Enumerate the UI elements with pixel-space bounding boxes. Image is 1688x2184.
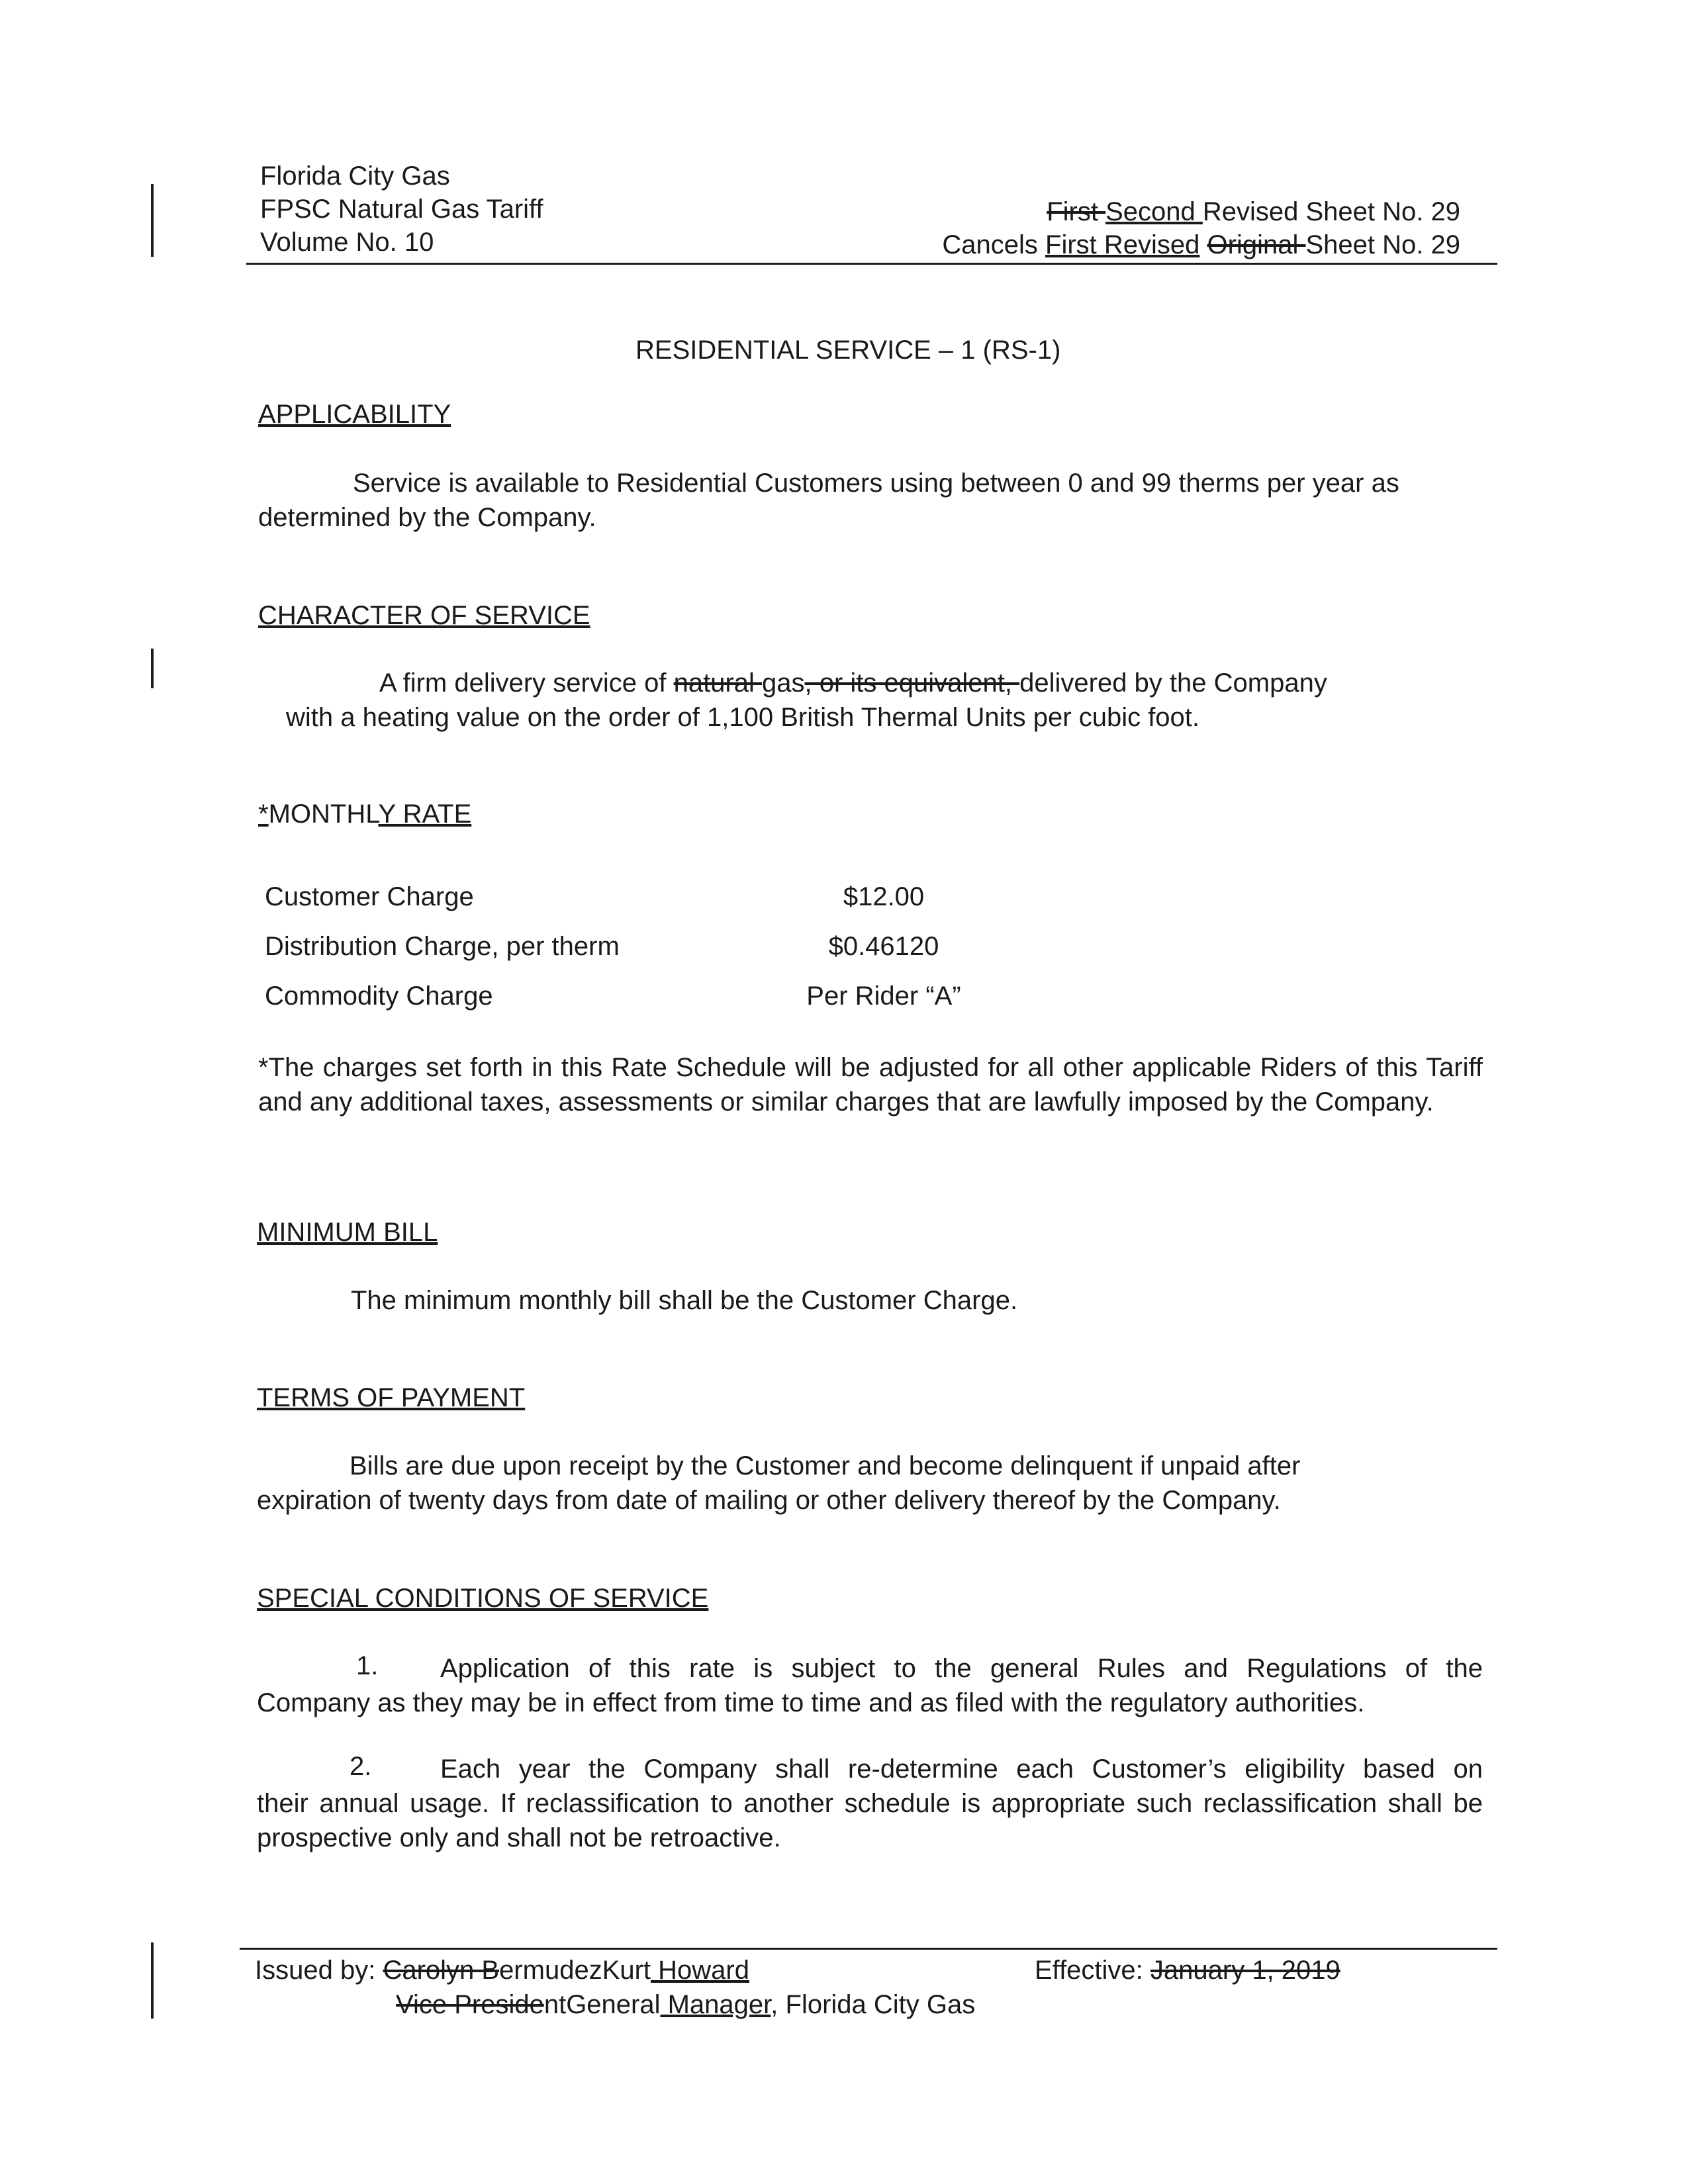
condition-1-first-line: Application of this rate is subject to the general Rules and Regulations of the [440, 1654, 1483, 1683]
struck-text: , or its equivalent, [804, 668, 1020, 698]
footnote-marker: * [258, 799, 269, 829]
footer-rule [240, 1948, 1497, 1950]
applicability-line-1: Service is available to Residential Customers using between 0 and 99 therms per year as [353, 469, 1399, 498]
struck-text: January 1, 2019 [1150, 1956, 1340, 1985]
cancels-prefix: Cancels [942, 230, 1046, 259]
inserted-text-underlined: Manager [660, 1990, 771, 2019]
text: nt [543, 1990, 567, 2019]
inserted-text: First Revised [1045, 230, 1200, 259]
text: delivered by the Company [1019, 668, 1327, 698]
revision-bar [151, 184, 154, 257]
struck-text: First [1047, 197, 1106, 226]
text: gas [762, 668, 805, 698]
heading-text-underlined: Y RATE [378, 799, 472, 829]
minimum-bill-text: The minimum monthly bill shall be the Customer Charge. [351, 1286, 1018, 1315]
cancels-rest: Sheet No. 29 [1305, 230, 1460, 259]
inserted-text-underlined: Howard [651, 1956, 749, 1985]
text: , Florida City Gas [771, 1990, 976, 2019]
condition-2-first-line: Each year the Company shall re-determine each Customer’s eligibility based on [440, 1754, 1483, 1784]
rate-label-distribution-charge: Distribution Charge, per therm [265, 932, 620, 961]
sheet-cancels [942, 230, 1460, 260]
rate-footnote: *The charges set forth in this Rate Schedule will be adjusted for all other applicable Riders of this Tariff and any additional taxes, assessments or similar charges that are lawfully imposed by the Company. [258, 1053, 1483, 1116]
text: A firm delivery service of [379, 668, 674, 698]
issuer-title [396, 1990, 975, 2020]
character-of-service-heading: CHARACTER OF SERVICE [258, 601, 590, 630]
condition-number-1: 1. [356, 1651, 379, 1680]
page-title: RESIDENTIAL SERVICE – 1 (RS-1) [635, 336, 1061, 365]
revision-bar [151, 1942, 154, 2019]
effective-date [1035, 1956, 1340, 1985]
struck-text: natural [673, 668, 762, 698]
condition-2-rest: their annual usage. If reclassification to another schedule is appropriate such reclassification shall be prospective only and shall not be retroactive. [257, 1789, 1483, 1852]
condition-1-rest: Company as they may be in effect from time to time and as filed with the regulatory authorities. [257, 1688, 1365, 1717]
heading-text: MONTHL [268, 799, 379, 829]
condition-number-2: 2. [350, 1752, 372, 1781]
character-of-service-line-1 [379, 668, 1327, 698]
tariff-name: FPSC Natural Gas Tariff [260, 195, 543, 224]
terms-of-payment-line-2: expiration of twenty days from date of mailing or other delivery thereof by the Company. [257, 1486, 1281, 1515]
applicability-line-2: determined by the Company. [258, 503, 596, 532]
struck-text: Carolyn B [383, 1956, 500, 1985]
terms-of-payment-line-1: Bills are due upon receipt by the Customer and become delinquent if unpaid after [350, 1451, 1301, 1480]
minimum-bill-heading: MINIMUM BILL [257, 1218, 438, 1247]
inserted-text: Second [1105, 197, 1203, 226]
applicability-heading: APPLICABILITY [258, 400, 451, 429]
monthly-rate-heading [258, 799, 471, 829]
struck-text: Vice Preside [396, 1990, 544, 2019]
header-rule [246, 263, 1497, 265]
inserted-text: General [566, 1990, 661, 2019]
effective-label: Effective: [1035, 1956, 1150, 1985]
character-of-service-line-2: with a heating value on the order of 1,100 British Thermal Units per cubic foot. [286, 703, 1200, 732]
company-name: Florida City Gas [260, 161, 450, 191]
terms-of-payment-heading: TERMS OF PAYMENT [257, 1383, 526, 1412]
revision-bar [151, 649, 154, 688]
rate-label-customer-charge: Customer Charge [265, 882, 474, 911]
struck-text: Original [1207, 230, 1306, 259]
inserted-text: Kurt [602, 1956, 651, 1985]
issued-label: Issued by: [255, 1956, 383, 1985]
rate-value-commodity-charge: Per Rider “A” [806, 981, 961, 1011]
sheet-revision-rest: Revised Sheet No. 29 [1202, 197, 1460, 226]
rate-label-commodity-charge: Commodity Charge [265, 981, 493, 1011]
special-conditions-heading: SPECIAL CONDITIONS OF SERVICE [257, 1584, 709, 1613]
issued-by [255, 1956, 749, 1985]
text: ermudez [499, 1956, 602, 1985]
space [1199, 230, 1207, 259]
sheet-revision [1047, 197, 1460, 227]
rate-value-customer-charge: $12.00 [843, 882, 925, 911]
rate-value-distribution-charge: $0.46120 [828, 932, 939, 961]
volume-number: Volume No. 10 [260, 228, 434, 257]
